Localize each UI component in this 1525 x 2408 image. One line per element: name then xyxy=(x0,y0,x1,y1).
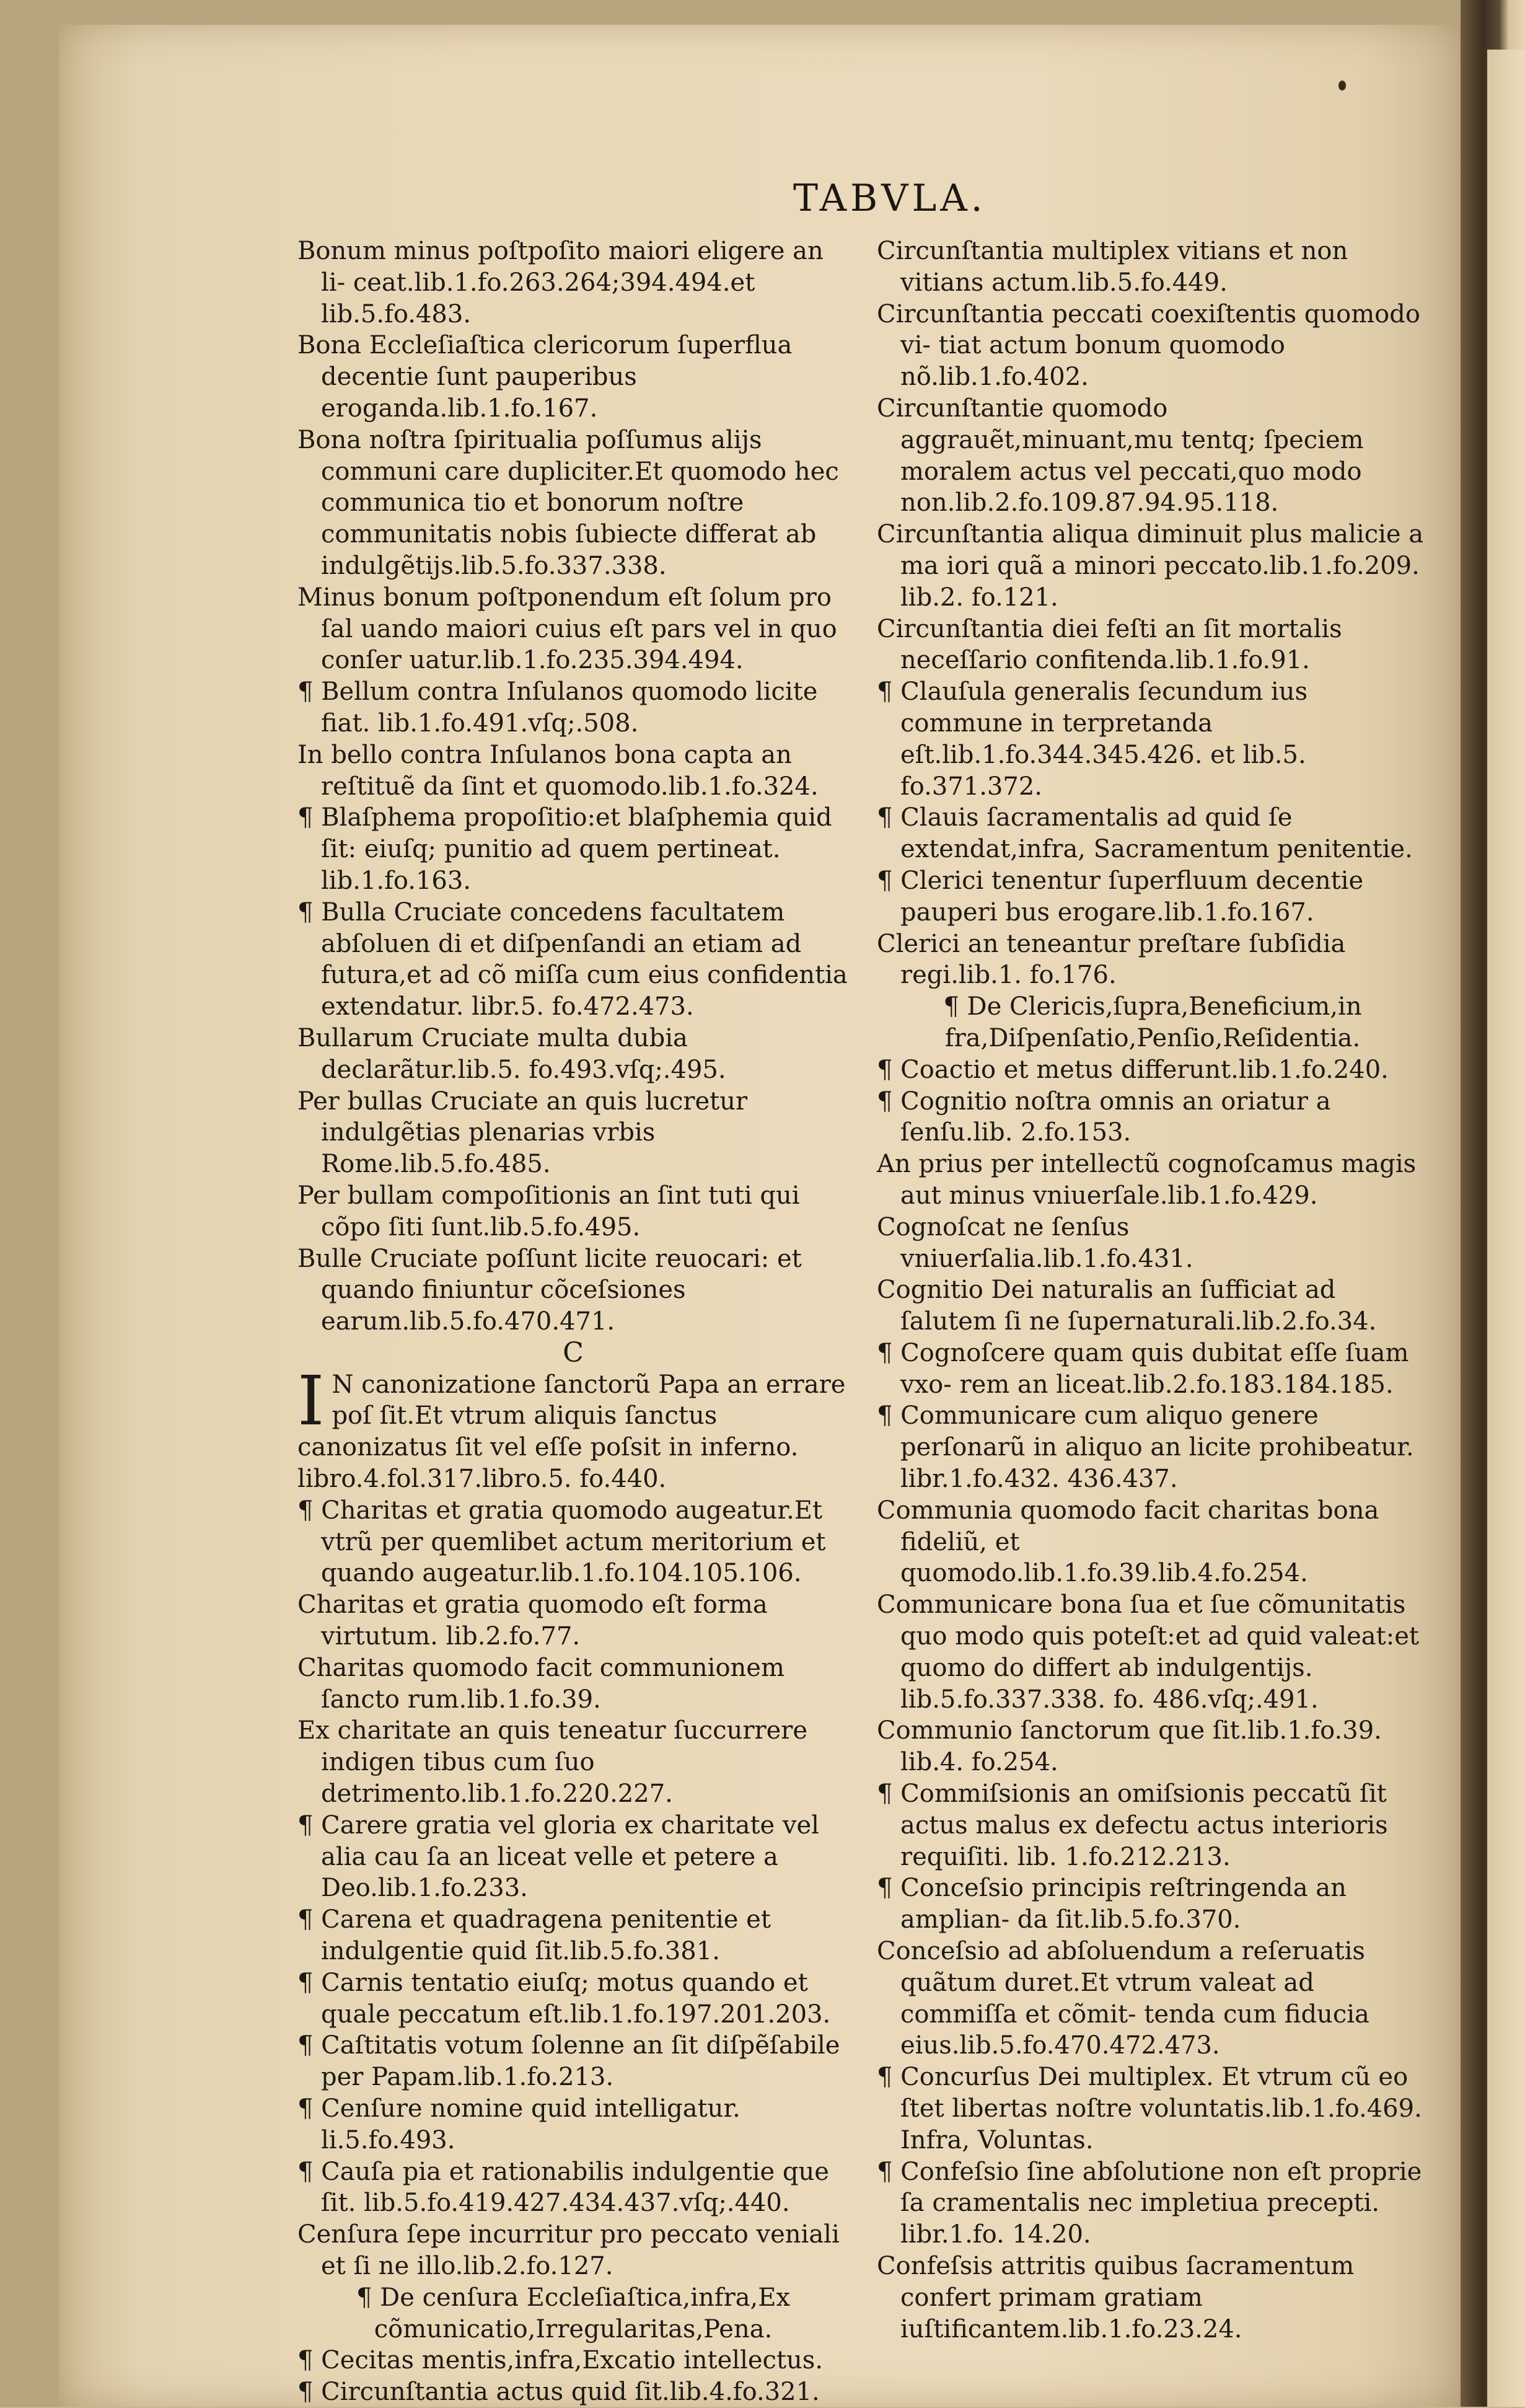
index-entry: ¶ Clauſula generalis ſecundum ius commune in terpretanda eſt.lib.1.fo.344.345.426. et lib.5. fo.371.372. xyxy=(877,677,1308,801)
index-entry: ¶ Bellum contra Inſulanos quomodo licite fiat. lib.1.fo.491.vſq;.508. xyxy=(297,677,818,738)
index-entry: Per bullas Cruciate an quis lucretur indulgẽtias plenarias vrbis Rome.lib.5.fo.485. xyxy=(297,1087,748,1179)
index-entry: ¶ Concurſus Dei multiplex. Et vtrum cũ eo ſtet libertas noſtre voluntatis.lib.1.fo.469. Infra, Voluntas. xyxy=(877,2063,1422,2154)
page-header: TABVLA. xyxy=(793,177,987,220)
index-entry: ¶ Carena et quadragena penitentie et indulgentie quid ſit.lib.5.fo.381. xyxy=(297,1905,771,1966)
left-column xyxy=(297,236,849,2408)
index-entry: Per bullam compoſitionis an ſint tuti qui cõpo ſiti ſunt.lib.5.fo.495. xyxy=(297,1181,800,1241)
index-entry: ¶ Cognoſcere quam quis dubitat eſſe ſuam vxo- rem an liceat.lib.2.fo.183.184.185. xyxy=(877,1338,1409,1399)
facing-page-edge xyxy=(1487,50,1525,2407)
index-entry: ¶ Cenſure nomine quid intelligatur. li.5.fo.493. xyxy=(297,2094,741,2154)
index-entry: ¶ Charitas et gratia quomodo augeatur.Et vtrũ per quemlibet actum meritorium et quando augeatur.lib.1.fo.104.105.106. xyxy=(297,1496,826,1588)
right-column xyxy=(877,236,1428,2345)
index-entry: ¶ Caſtitatis votum ſolenne an ſit diſpẽſabile per Papam.lib.1.fo.213. xyxy=(297,2031,840,2092)
index-entry: ¶ Clauis ſacramentalis ad quid ſe extendat,infra, Sacramentum penitentie. xyxy=(877,803,1413,864)
index-entry: ¶ Cecitas mentis,infra,Excatio intellectus. xyxy=(297,2346,824,2375)
index-entry: Bona Eccleſiaſtica clericorum ſuperflua decentie ſunt pauperibus eroganda.lib.1.fo.167. xyxy=(297,331,793,423)
index-entry: ¶ Conceſsio principis reſtringenda an amplian- da ſit.lib.5.fo.370. xyxy=(877,1874,1347,1934)
index-entry: ¶ Cauſa pia et rationabilis indulgentie que ſit. lib.5.fo.419.427.434.437.vſq;.440. xyxy=(297,2157,829,2218)
index-entry: ¶ Confeſsio ſine abſolutione non eſt proprie ſa cramentalis nec impletiua precepti. libr.1.fo. 14.20. xyxy=(877,2157,1422,2249)
index-entry: Charitas et gratia quomodo eſt forma virtutum. lib.2.fo.77. xyxy=(297,1590,768,1651)
cross-reference: ¶ De cenſura Eccleſiaſtica,infra,Ex cõmunicatio,Irregularitas,Pena. xyxy=(356,2283,791,2344)
index-entry: ¶ Carnis tentatio eiuſq; motus quando et quale peccatum eſt.lib.1.fo.197.201.203. xyxy=(297,1968,831,2029)
index-entry: ¶ Bulla Cruciate concedens facultatem abſoluen di et diſpenſandi an etiam ad futura,et ad cõ miſſa cum eius confidentia extendatur. libr.5. fo.472.473. xyxy=(297,897,848,1021)
index-entry: Circunſtantia peccati coexiſtentis quomodo vi- tiat actum bonum quomodo nõ.lib.1.fo.402. xyxy=(877,299,1420,392)
index-entry: Circunſtantie quomodo aggrauẽt,minuant,mu tentq; ſpeciem moralem actus vel peccati,quo modo non.lib.2.fo.109.87.94.95.118. xyxy=(877,394,1364,518)
index-entry: Ex charitate an quis teneatur ſuccurrere indigen tibus cum ſuo detrimento.lib.1.fo.220.227. xyxy=(297,1716,808,1809)
index-entry: An prius per intellectũ cognoſcamus magis aut minus vniuerſale.lib.1.fo.429. xyxy=(877,1150,1417,1210)
index-entry: Charitas quomodo facit communionem ſancto rum.lib.1.fo.39. xyxy=(297,1653,784,1714)
index-entry: Bulle Cruciate poſſunt licite reuocari: et quando finiuntur cõceſsiones earum.lib.5.fo.470.471. xyxy=(297,1244,802,1336)
index-entry: ¶ Coactio et metus differunt.lib.1.fo.240. xyxy=(877,1055,1389,1084)
index-entry: ¶ Communicare cum aliquo genere perſonarũ in aliquo an licite prohibeatur. libr.1.fo.432. 436.437. xyxy=(877,1401,1414,1494)
index-entry: Cenſura ſepe incurritur pro peccato veniali et ſi ne illo.lib.2.fo.127. xyxy=(297,2220,840,2280)
section-letter: C xyxy=(563,1336,584,1369)
index-entry: Circunſtantia multiplex vitians et non vitians actum.lib.5.fo.449. xyxy=(877,237,1348,297)
cross-reference: ¶ De Clericis,ſupra,Beneficium,in fra,Diſpenſatio,Penſio,Reſidentia. xyxy=(943,992,1362,1052)
index-entry: Confeſsis attritis quibus ſacramentum confert primam gratiam iuſtificantem.lib.1.fo.23.24. xyxy=(877,2252,1355,2344)
index-entry xyxy=(297,1361,849,1495)
index-entry: Cognitio Dei naturalis an ſufficiat ad ſalutem ſi ne ſupernaturali.lib.2.fo.34. xyxy=(877,1276,1377,1336)
index-entry: Circunſtantia aliqua diminuit plus malicie a ma iori quã a minori peccato.lib.1.fo.209. lib.2. fo.121. xyxy=(877,520,1424,612)
index-entry: Clerici an teneantur preſtare ſubſidia regi.lib.1. fo.176. xyxy=(877,929,1346,990)
drop-initial: I xyxy=(297,1361,325,1440)
index-entry: Communia quomodo facit charitas bona fideliũ, et quomodo.lib.1.fo.39.lib.4.fo.254. xyxy=(877,1496,1379,1588)
index-entry: In bello contra Inſulanos bona capta an reſtituẽ da ſint et quomodo.lib.1.fo.324. xyxy=(297,740,819,801)
index-entry: Circunſtantia diei feſti an ſit mortalis neceſſario confitenda.lib.1.fo.91. xyxy=(877,614,1342,675)
index-entry: ¶ Cognitio noſtra omnis an oriatur a ſenſu.lib. 2.fo.153. xyxy=(877,1087,1331,1147)
index-entry: ¶ Circunſtantia actus quid ſit.lib.4.fo.321. xyxy=(297,2378,820,2407)
ink-spot xyxy=(1338,81,1346,90)
index-entry: Communicare bona ſua et ſue cõmunitatis quo modo quis poteſt:et ad quid valeat:et quomo do differt ab indulgentijs. lib.5.fo.337.338. fo. 486.vſq;.491. xyxy=(877,1590,1419,1714)
index-entry: Cognoſcat ne ſenſus vniuerſalia.lib.1.fo.431. xyxy=(877,1212,1193,1273)
index-entry: Bonum minus poſtpoſito maiori eligere an li- ceat.lib.1.fo.263.264;394.494.et lib.5.fo.483. xyxy=(297,237,824,329)
index-entry: Conceſsio ad abſoluendum a reſeruatis quãtum duret.Et vtrum valeat ad commiſſa et cõmit- tenda cum fiducia eius.lib.5.fo.470.472.473. xyxy=(877,1937,1369,2060)
index-entry: ¶ Commiſsionis an omiſsionis peccatũ ſit actus malus ex defectu actus interioris requiſiti. lib. 1.fo.212.213. xyxy=(877,1780,1388,1871)
index-entry: ¶ Clerici tenentur ſuperfluum decentie pauperi bus erogare.lib.1.fo.167. xyxy=(877,866,1364,927)
index-entry: Bona noſtra ſpiritualia poſſumus alijs communi care dupliciter.Et quomodo hec communica tio et bonorum noſtre communitatis nobis ſubiecte differat ab indulgẽtijs.lib.5.fo.337.338. xyxy=(297,425,839,580)
index-entry: Bullarum Cruciate multa dubia declarãtur.lib.5. fo.493.vſq;.495. xyxy=(297,1023,726,1084)
index-entry: Communio ſanctorum que ſit.lib.1.fo.39. lib.4. fo.254. xyxy=(877,1716,1382,1777)
index-entry: ¶ Blaſphema propoſitio:et blaſphemia quid ſit: eiuſq; punitio ad quem pertineat. lib.1.fo.163. xyxy=(297,803,832,895)
index-entry: Minus bonum poſtponendum eſt ſolum pro ſal uando maiori cuius eſt pars vel in quo conſer uatur.lib.1.fo.235.394.494. xyxy=(297,583,837,675)
index-entry: ¶ Carere gratia vel gloria ex charitate vel alia cau ſa an liceat velle et petere a Deo.lib.1.fo.233. xyxy=(297,1810,819,1903)
index-entry-text: N canonizatione ſanctorũ Papa an errare poſ ſit.Et vtrum aliquis ſanctus canonizatus ſit vel eſſe poſsit in inferno. libro.4.fol.317.libro.5. fo.440. xyxy=(297,1370,846,1494)
